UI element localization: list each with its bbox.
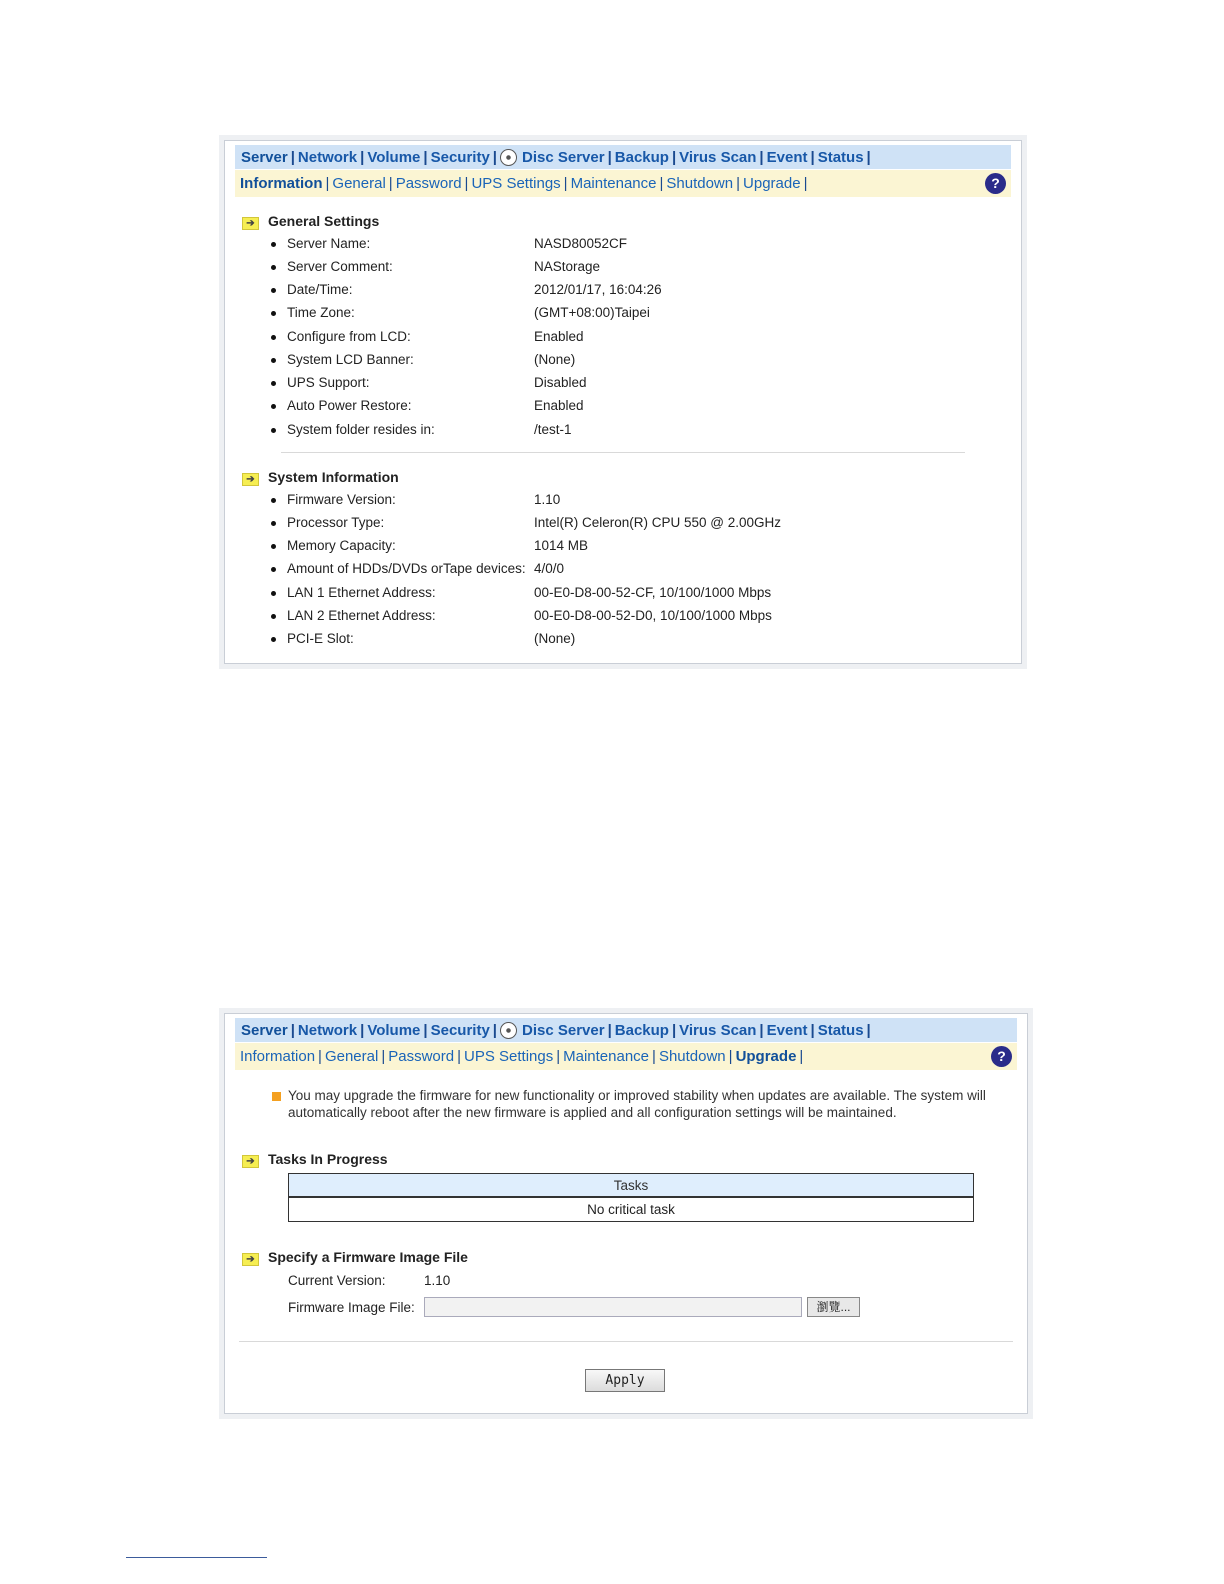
sub-nav: Information | General | Password | UPS Settings | Maintenance | Shutdown | Upgrade | ? <box>235 1043 1017 1070</box>
bullet-icon <box>271 288 276 293</box>
notice-icon <box>272 1092 281 1101</box>
tab-server[interactable]: Server <box>241 1021 288 1039</box>
tasks-in-progress-title: ➔ Tasks In Progress <box>242 1151 388 1168</box>
subtab-information[interactable]: Information <box>240 175 323 192</box>
help-icon[interactable]: ? <box>985 173 1006 194</box>
tab-disc-server[interactable]: Disc Server <box>522 1021 605 1039</box>
subtab-general[interactable]: General <box>324 1048 379 1065</box>
tab-volume[interactable]: Volume <box>367 1021 421 1039</box>
upgrade-panel <box>224 1013 1028 1414</box>
tab-event[interactable]: Event <box>766 1021 808 1039</box>
system-information-title: ➔ System Information <box>242 469 399 486</box>
disc-icon <box>500 149 517 166</box>
main-nav: Server | Network | Volume | Security | Disc Server | Backup | Virus Scan | Event | Status | <box>235 1018 1017 1042</box>
browse-button[interactable]: 瀏覽... <box>807 1297 860 1317</box>
subtab-shutdown[interactable]: Shutdown <box>658 1048 726 1065</box>
bullet-icon <box>271 335 276 340</box>
arrow-right-icon: ➔ <box>242 1253 259 1266</box>
information-panel: Server | Network | Volume | Security | Disc Server | Backup | Virus Scan | Event | Status | Information | General | Password | UPS Settings | Maintenance | Shutdown | Upgrade | ? ➔ General Settings Server Name: NASD80052CF Server Comment: NAStorage Date/Time: 2012/01/17, 16:04:26 Time Zone: (GMT+08:00)Taipei Configure from LCD: Enabled System LCD Banner: (None) UPS Support: Disabled Auto Power Restore: Enabled System folder resides in: /test-1 ➔ System Information Firmware Version: 1.10 Processor Type: Intel(R) Celeron(R) CPU 550 @ 2.00GHz Memory Capacity: 1014 MB Amount of HDDs/DVDs orTape devices: 4/0/0 LAN 1 Ethernet Address: 00-E0-D8-00-52-CF, 10/100/1000 Mbps LAN 2 Ethernet Address: 00-E0-D8-00-52-D0, 10/100/1000 Mbps PCI-E Slot: (None) <box>224 140 1022 664</box>
bullet-icon <box>271 358 276 363</box>
table-row: No critical task <box>587 1202 675 1217</box>
tab-network[interactable]: Network <box>297 1021 358 1039</box>
tasks-header: Tasks <box>289 1174 974 1198</box>
bullet-icon <box>271 265 276 270</box>
subtab-shutdown[interactable]: Shutdown <box>666 175 734 192</box>
tab-volume[interactable]: Volume <box>367 148 421 166</box>
tab-event[interactable]: Event <box>766 148 808 166</box>
tab-virus-scan[interactable]: Virus Scan <box>679 1021 757 1039</box>
arrow-right-icon: ➔ <box>242 217 259 230</box>
disc-icon <box>500 1022 517 1039</box>
tab-disc-server[interactable]: Disc Server <box>522 148 605 166</box>
tab-status[interactable]: Status <box>817 1021 864 1039</box>
current-version-value: 1.10 <box>424 1273 451 1288</box>
subtab-password[interactable]: Password <box>388 1048 455 1065</box>
subtab-upgrade[interactable]: Upgrade <box>743 175 801 192</box>
bullet-icon <box>271 311 276 316</box>
subtab-maintenance[interactable]: Maintenance <box>563 1048 650 1065</box>
firmware-file-input[interactable] <box>424 1297 802 1317</box>
tab-backup[interactable]: Backup <box>614 148 669 166</box>
tasks-table <box>288 1173 974 1222</box>
subtab-ups-settings[interactable]: UPS Settings <box>464 1048 554 1065</box>
divider <box>239 1341 1013 1342</box>
subtab-information[interactable]: Information <box>240 1048 316 1065</box>
tab-network[interactable]: Network <box>297 148 358 166</box>
bullet-icon <box>271 498 276 503</box>
tab-status[interactable]: Status <box>817 148 864 166</box>
firmware-file-label: Firmware Image File: <box>288 1300 415 1315</box>
main-nav: Server | Network | Volume | Security | Disc Server | Backup | Virus Scan | Event | Status | <box>235 145 1011 169</box>
bullet-icon <box>271 567 276 572</box>
bullet-icon <box>271 242 276 247</box>
subtab-maintenance[interactable]: Maintenance <box>570 175 657 192</box>
bullet-icon <box>271 591 276 596</box>
arrow-right-icon: ➔ <box>242 473 259 486</box>
divider <box>281 452 965 453</box>
bullet-icon <box>271 428 276 433</box>
tab-virus-scan[interactable]: Virus Scan <box>679 148 757 166</box>
apply-button[interactable]: Apply <box>585 1369 665 1392</box>
upgrade-notice: You may upgrade the firmware for new functionality or improved stability when updates are available. The system will automatically reboot after the new firmware is applied and all configuration settings will be maintained. <box>288 1088 986 1120</box>
subtab-ups-settings[interactable]: UPS Settings <box>471 175 561 192</box>
arrow-right-icon: ➔ <box>242 1155 259 1168</box>
help-icon[interactable]: ? <box>991 1046 1012 1067</box>
tab-security[interactable]: Security <box>430 148 490 166</box>
subtab-password[interactable]: Password <box>395 175 462 192</box>
tab-server[interactable]: Server <box>241 148 288 166</box>
bullet-icon <box>271 381 276 386</box>
subtab-general[interactable]: General <box>332 175 386 192</box>
tab-backup[interactable]: Backup <box>614 1021 669 1039</box>
bullet-icon <box>271 544 276 549</box>
bullet-icon <box>271 637 276 642</box>
bullet-icon <box>271 404 276 409</box>
firmware-image-title: ➔ Specify a Firmware Image File <box>242 1249 468 1266</box>
general-settings-title: ➔ General Settings <box>242 213 379 230</box>
footnote-rule <box>126 1557 267 1558</box>
tab-security[interactable]: Security <box>430 1021 490 1039</box>
bullet-icon <box>271 614 276 619</box>
subtab-upgrade[interactable]: Upgrade <box>735 1048 797 1065</box>
sub-nav: Information | General | Password | UPS Settings | Maintenance | Shutdown | Upgrade | ? <box>235 170 1011 197</box>
current-version-label: Current Version: <box>288 1273 386 1288</box>
bullet-icon <box>271 521 276 526</box>
